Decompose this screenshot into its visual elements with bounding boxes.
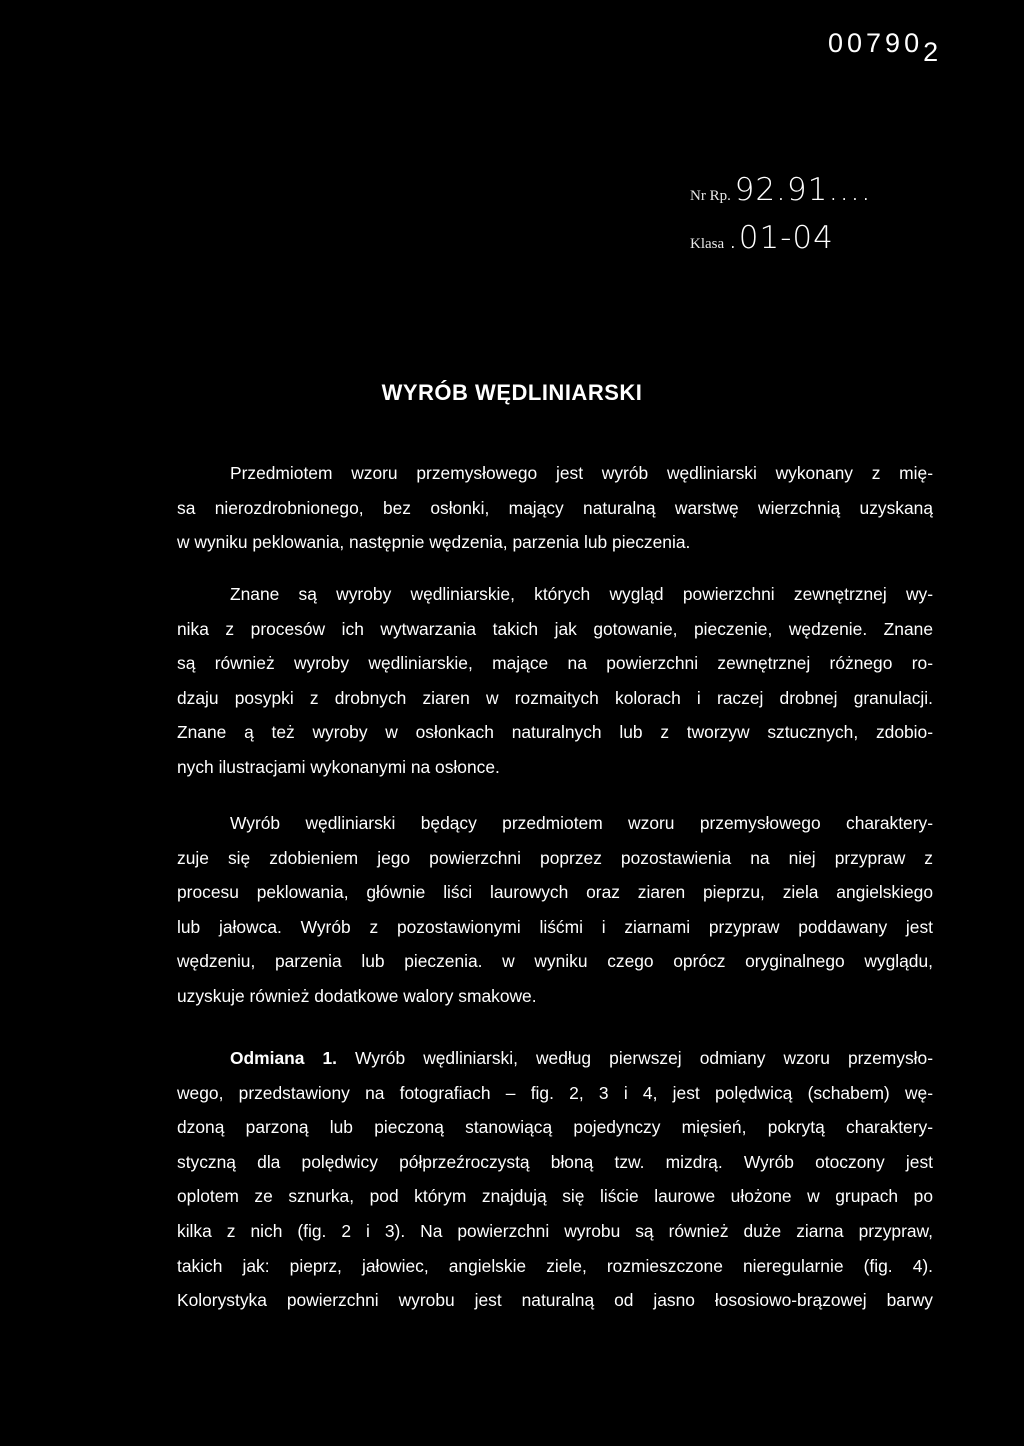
- klasa-value: .01-04: [727, 220, 834, 256]
- nr-label: Nr Rp.: [690, 188, 735, 204]
- text-line: sa nierozdrobnionego, bez osłonki, mający naturalną warstwę wierzchnią uzyskaną: [177, 497, 933, 518]
- text-line: uzyskuje również dodatkowe walory smakowe.: [177, 985, 537, 1006]
- registration-number: [690, 172, 872, 208]
- text-line: Wyrób wędliniarski będący przedmiotem wzoru przemysłowego charaktery-: [230, 813, 933, 833]
- text-line: zuje się zdobieniem jego powierzchni poprzez pozostawienia na niej przypraw z: [177, 847, 933, 868]
- document-number-last-digit: 2: [923, 37, 943, 67]
- text-line: Znane są wyroby wędliniarskie, których wygląd powierzchni zewnętrznej wy-: [230, 584, 933, 604]
- text-line: takich jak: pieprz, jałowiec, angielskie ziele, rozmieszczone nieregularnie (fig. 4).: [177, 1255, 933, 1276]
- text-line: dzoną parzoną lub pieczoną stanowiącą pojedynczy mięsień, pokrytą charaktery-: [177, 1117, 933, 1138]
- paragraph-characteristics: [177, 806, 933, 1014]
- text-line: Przedmiotem wzoru przemysłowego jest wyrób wędliniarski wykonany z mię-: [230, 463, 933, 483]
- text-line: oplotem ze sznurka, pod którym znajdują się liście laurowe ułożone w grupach po: [177, 1186, 933, 1207]
- paragraph-prior-art: [177, 577, 933, 785]
- nr-value: 92.91....: [734, 172, 872, 208]
- document-title: WYRÓB WĘDLINIARSKI: [381, 380, 643, 405]
- document-number: [828, 28, 943, 67]
- text-line: nika z procesów ich wytwarzania takich jak gotowanie, pieczenie, wędzenie. Znane: [177, 618, 933, 639]
- text-line: lub jałowca. Wyrób z pozostawionymi liśćmi i ziarnami przypraw poddawany jest: [177, 916, 933, 937]
- text-line: w wyniku peklowania, następnie wędzenia, parzenia lub pieczenia.: [177, 532, 691, 553]
- paragraph-variant-1: [177, 1041, 933, 1318]
- text-line: Kolorystyka powierzchni wyrobu jest naturalną od jasno łososiowo-brązowej barwy: [177, 1290, 933, 1311]
- text-line: nych ilustracjami wykonanymi na osłonce.: [177, 756, 500, 777]
- text-line: Znane ą też wyroby w osłonkach naturalnych lub z tworzyw sztucznych, zdobio-: [177, 722, 933, 743]
- text-line: Odmiana 1. Wyrób wędliniarski, według pierwszej odmiany wzoru przemysło-: [230, 1048, 933, 1068]
- klasa-label: Klasa: [690, 236, 728, 252]
- text-line: styczną dla polędwicy półprzeźroczystą błoną tzw. mizdrą. Wyrób otoczony jest: [177, 1151, 933, 1172]
- text-line: wędzeniu, parzenia lub pieczenia. w wyniku czego oprócz oryginalnego wyglądu,: [177, 951, 933, 972]
- text-line: są również wyroby wędliniarskie, mające na powierzchni zewnętrznej różnego ro-: [177, 653, 933, 674]
- variant-label: Odmiana 1.: [230, 1048, 337, 1068]
- text-line: dzaju posypki z drobnych ziaren w rozmaitych kolorach i raczej drobnej granulacji.: [177, 687, 933, 708]
- class-number: [690, 220, 834, 256]
- text-line: procesu peklowania, głównie liści laurowych oraz ziaren pieprzu, ziela angielskiego: [177, 882, 933, 903]
- text-line: kilka z nich (fig. 2 i 3). Na powierzchni wyrobu są również duże ziarna przypraw,: [177, 1220, 933, 1241]
- document-number-main: 00790: [828, 28, 924, 58]
- text-line: wego, przedstawiony na fotografiach – fig. 2, 3 i 4, jest polędwicą (schabem) wę-: [177, 1082, 933, 1103]
- paragraph-subject: [177, 456, 933, 560]
